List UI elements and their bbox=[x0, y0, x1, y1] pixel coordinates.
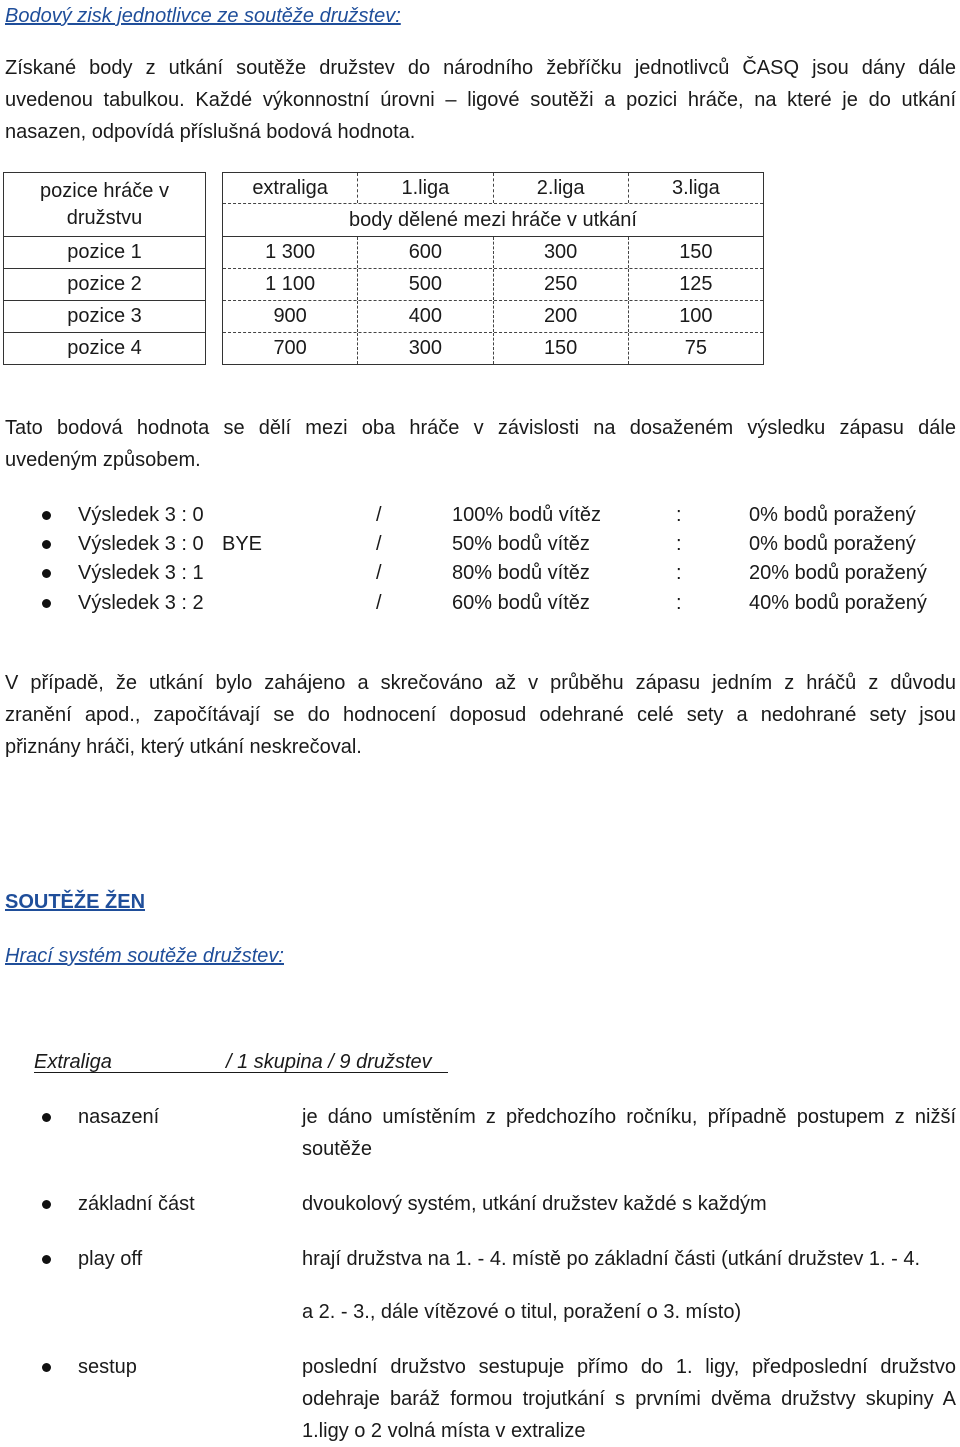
points-cell: 700 bbox=[223, 333, 358, 364]
item-description bbox=[302, 1101, 956, 1165]
result-note: BYE bbox=[222, 533, 263, 555]
bullet-icon bbox=[42, 1113, 51, 1122]
split-line-2: uvedeným způsobem. bbox=[5, 449, 201, 471]
women-section-title: SOUTĚŽE ŽEN bbox=[5, 891, 146, 913]
result-item bbox=[0, 501, 960, 530]
extraliga-label: Extraliga bbox=[34, 1051, 112, 1073]
intro-paragraph bbox=[5, 52, 956, 148]
bullet-icon bbox=[42, 569, 51, 578]
split-line-1: Tato bodová hodnota se dělí mezi oba hráče v závislosti na dosaženém výsledku zápasu dále bbox=[5, 417, 956, 439]
split-paragraph bbox=[5, 412, 956, 476]
section-heading: Bodový zisk jednotlivce ze soutěže družstev: bbox=[5, 5, 401, 27]
item-description-line: a 2. - 3., dále vítězové o titul, poražení o 3. místo) bbox=[302, 1301, 742, 1323]
item-term: play off bbox=[78, 1248, 143, 1270]
item-term: sestup bbox=[78, 1356, 137, 1378]
item-description-line: poslední družstvo sestupuje přímo do 1. ligy, předposlední družstvo bbox=[302, 1356, 956, 1378]
intro-line-3: nasazen, odpovídá příslušná bodová hodnota. bbox=[5, 121, 416, 143]
league-header-row bbox=[223, 173, 763, 204]
table-row bbox=[223, 269, 763, 301]
item-description-line: dvoukolový systém, utkání družstev každé s každým bbox=[302, 1193, 767, 1215]
points-cell: 150 bbox=[494, 333, 629, 364]
points-cell: 100 bbox=[679, 305, 713, 327]
bullet-icon bbox=[42, 540, 51, 549]
position-header-line1: pozice hráče v bbox=[40, 179, 169, 202]
result-loser: 40% bodů poražený bbox=[749, 592, 927, 614]
points-cell: 1 300 bbox=[223, 237, 358, 268]
result-separator: / bbox=[376, 533, 382, 555]
points-table bbox=[222, 172, 764, 365]
intro-line-2: uvedenou tabulkou. Každé výkonnostní úrovni – ligové soutěži a pozici hráče, na které je do utkání bbox=[5, 89, 956, 111]
result-separator: / bbox=[376, 592, 382, 614]
item-term: nasazení bbox=[78, 1106, 160, 1128]
points-cell: 150 bbox=[679, 241, 713, 263]
position-label: pozice 3 bbox=[4, 301, 205, 333]
bullet-icon bbox=[42, 1200, 51, 1209]
bullet-icon bbox=[42, 599, 51, 608]
table-row bbox=[223, 237, 763, 269]
points-cell: 125 bbox=[679, 273, 713, 295]
bullet-icon bbox=[42, 1363, 51, 1372]
item-description bbox=[302, 1351, 956, 1447]
item-description-line: soutěže bbox=[302, 1138, 373, 1160]
result-item bbox=[0, 559, 960, 588]
position-header-line2: družstvu bbox=[66, 206, 143, 229]
result-item bbox=[0, 589, 960, 618]
extraliga-info: / 1 skupina / 9 družstev bbox=[226, 1051, 432, 1073]
item-description-line: odehraje baráž formou trojutkání s prvními dvěma družstvy skupiny A bbox=[302, 1388, 956, 1410]
result-score: Výsledek 3 : 2 bbox=[78, 592, 204, 614]
points-subheader: body dělené mezi hráče v utkání bbox=[223, 204, 763, 237]
table-row bbox=[223, 333, 763, 364]
points-cell: 900 bbox=[223, 301, 358, 332]
injury-line-2: zranění apod., započítávají se do hodnocení doposud odehrané celé sety a nedohrané sety jsou bbox=[5, 704, 956, 726]
item-description-line: hrají družstva na 1. - 4. místě po základní části (utkání družstev 1. - 4. bbox=[302, 1248, 921, 1270]
position-label: pozice 2 bbox=[4, 269, 205, 301]
result-score: Výsledek 3 : 0 bbox=[78, 533, 204, 555]
result-separator: / bbox=[376, 504, 382, 526]
result-loser: 0% bodů poražený bbox=[749, 533, 916, 555]
points-cell: 200 bbox=[494, 301, 629, 332]
result-colon: : bbox=[676, 592, 682, 614]
position-column-table bbox=[3, 172, 206, 365]
injury-line-1: V případě, že utkání bylo zahájeno a skrečováno až v průběhu zápasu jedním z hráčů z důvodu bbox=[5, 672, 956, 694]
points-cell: 600 bbox=[358, 237, 493, 268]
item-description-line: 1.ligy o 2 volná místa v extralize bbox=[302, 1420, 586, 1442]
result-item bbox=[0, 530, 960, 559]
intro-line-1: Získané body z utkání soutěže družstev do národního žebříčku jednotlivců ČASQ jsou dány dále bbox=[5, 57, 956, 79]
result-separator: / bbox=[376, 562, 382, 584]
system-heading: Hrací systém soutěže družstev: bbox=[5, 945, 284, 967]
result-colon: : bbox=[676, 504, 682, 526]
points-cell: 250 bbox=[494, 269, 629, 300]
result-winner: 100% bodů vítěz bbox=[452, 504, 601, 526]
points-cell: 300 bbox=[358, 333, 493, 364]
result-score: Výsledek 3 : 1 bbox=[78, 562, 204, 584]
item-description bbox=[302, 1296, 956, 1328]
league-header: 1.liga bbox=[358, 173, 493, 203]
bullet-icon bbox=[42, 1255, 51, 1264]
points-cell: 400 bbox=[358, 301, 493, 332]
points-cell: 1 100 bbox=[223, 269, 358, 300]
item-description bbox=[302, 1243, 956, 1275]
result-winner: 50% bodů vítěz bbox=[452, 533, 590, 555]
result-winner: 80% bodů vítěz bbox=[452, 562, 590, 584]
result-loser: 20% bodů poražený bbox=[749, 562, 927, 584]
league-header: extraliga bbox=[223, 173, 358, 203]
injury-line-3: přiznány hráči, který utkání neskrečoval. bbox=[5, 736, 362, 758]
league-header: 3.liga bbox=[671, 177, 720, 199]
position-label: pozice 4 bbox=[67, 337, 142, 359]
result-colon: : bbox=[676, 562, 682, 584]
result-colon: : bbox=[676, 533, 682, 555]
league-header: 2.liga bbox=[494, 173, 629, 203]
injury-paragraph bbox=[5, 667, 956, 763]
result-winner: 60% bodů vítěz bbox=[452, 592, 590, 614]
bullet-icon bbox=[42, 511, 51, 520]
result-loser: 0% bodů poražený bbox=[749, 504, 916, 526]
result-score: Výsledek 3 : 0 bbox=[78, 504, 204, 526]
position-header bbox=[4, 173, 205, 237]
points-cell: 75 bbox=[684, 337, 707, 359]
item-term: základní část bbox=[78, 1193, 195, 1215]
table-row bbox=[223, 301, 763, 333]
position-label: pozice 1 bbox=[4, 237, 205, 269]
points-cell: 500 bbox=[358, 269, 493, 300]
item-description bbox=[302, 1188, 956, 1220]
item-description-line: je dáno umístěním z předchozího ročníku, případně postupem z nižší bbox=[302, 1106, 956, 1128]
extraliga-row bbox=[34, 1047, 448, 1073]
points-cell: 300 bbox=[494, 237, 629, 268]
